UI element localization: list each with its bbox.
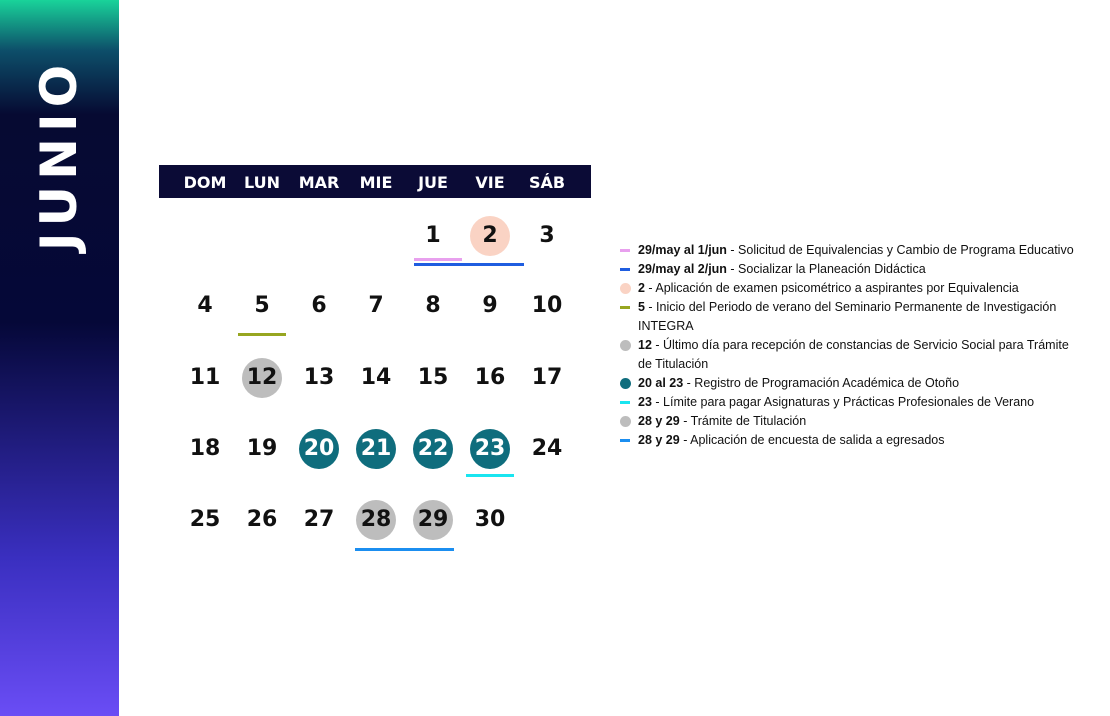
day-29: 29: [417, 507, 449, 532]
day-4: 4: [197, 293, 213, 318]
day-19: 19: [246, 436, 278, 461]
legend-line-marker: [620, 268, 630, 271]
day-18: 18: [189, 436, 221, 461]
underline-jun23-cyan: [466, 474, 514, 477]
legend-text: - Aplicación de encuesta de salida a egresados: [679, 433, 945, 447]
day-12: 12: [246, 365, 278, 390]
legend-dot-marker: [620, 283, 631, 294]
legend-date: 5: [638, 300, 645, 314]
weekday-lun: LUN: [243, 173, 280, 192]
day-16: 16: [474, 365, 506, 390]
legend-item: [620, 260, 1080, 279]
legend-line-marker: [620, 249, 630, 252]
day-3: 3: [539, 223, 555, 248]
legend-item: [620, 279, 1080, 298]
day-9: 9: [482, 293, 498, 318]
legend-text: - Último día para recepción de constancias de Servicio Social para Trámite de Titulación: [638, 338, 1069, 371]
day-10: 10: [531, 293, 563, 318]
day-8: 8: [425, 293, 441, 318]
legend-item: [620, 412, 1080, 431]
legend-line-marker: [620, 306, 630, 309]
day-5: 5: [254, 293, 270, 318]
legend-date: 28 y 29: [638, 414, 680, 428]
legend-text: - Solicitud de Equivalencias y Cambio de Programa Educativo: [726, 243, 1074, 257]
legend-date: 2: [638, 281, 645, 295]
legend-item: [620, 374, 1080, 393]
legend-text: - Registro de Programación Académica de Otoño: [683, 376, 960, 390]
legend-date: 29/may al 2/jun: [638, 262, 727, 276]
month-sidebar: [0, 0, 119, 716]
day-1: 1: [425, 223, 441, 248]
legend-date: 20 al 23: [638, 376, 684, 390]
legend-date: 23: [638, 395, 652, 409]
day-21: 21: [360, 436, 392, 461]
day-17: 17: [531, 365, 563, 390]
legend-date: 29/may al 1/jun: [638, 243, 727, 257]
underline-jun1-pink: [414, 258, 462, 261]
legend-text: - Inicio del Periodo de verano del Seminario Permanente de Investigación INTEGRA: [638, 300, 1057, 333]
legend: [620, 241, 1080, 450]
weekday-jue: JUE: [418, 173, 448, 192]
weekday-mar: MAR: [298, 173, 340, 192]
day-26: 26: [246, 507, 278, 532]
day-11: 11: [189, 365, 221, 390]
legend-item: [620, 431, 1080, 450]
legend-date: 28 y 29: [638, 433, 680, 447]
legend-text: - Aplicación de examen psicométrico a aspirantes por Equivalencia: [644, 281, 1019, 295]
legend-date: 12: [638, 338, 652, 352]
day-6: 6: [311, 293, 327, 318]
day-14: 14: [360, 365, 392, 390]
legend-item: [620, 241, 1080, 260]
legend-line-marker: [620, 439, 630, 442]
legend-text: - Socializar la Planeación Didáctica: [726, 262, 926, 276]
underline-jun28-29-sky: [355, 548, 454, 551]
legend-text: - Trámite de Titulación: [679, 414, 807, 428]
day-28: 28: [360, 507, 392, 532]
weekday-mie: MIE: [359, 173, 393, 192]
day-22: 22: [417, 436, 449, 461]
legend-item: [620, 336, 1080, 374]
day-2: 2: [482, 223, 498, 248]
legend-text: - Límite para pagar Asignaturas y Prácticas Profesionales de Verano: [651, 395, 1035, 409]
day-20: 20: [303, 436, 335, 461]
day-15: 15: [417, 365, 449, 390]
weekday-dom: DOM: [183, 173, 227, 192]
day-13: 13: [303, 365, 335, 390]
day-7: 7: [368, 293, 384, 318]
day-25: 25: [189, 507, 221, 532]
day-27: 27: [303, 507, 335, 532]
month-title: JUNIO: [30, 58, 88, 252]
day-23: 23: [474, 436, 506, 461]
underline-jun5-olive: [238, 333, 286, 336]
day-30: 30: [474, 507, 506, 532]
legend-item: [620, 298, 1080, 336]
legend-dot-marker: [620, 416, 631, 427]
legend-item: [620, 393, 1080, 412]
legend-dot-marker: [620, 340, 631, 351]
weekday-header: [159, 165, 591, 198]
legend-dot-marker: [620, 378, 631, 389]
day-24: 24: [531, 436, 563, 461]
legend-line-marker: [620, 401, 630, 404]
weekday-vie: VIE: [475, 173, 505, 192]
weekday-sáb: SÁB: [528, 173, 566, 192]
underline-jun1-2-blue: [414, 263, 524, 266]
